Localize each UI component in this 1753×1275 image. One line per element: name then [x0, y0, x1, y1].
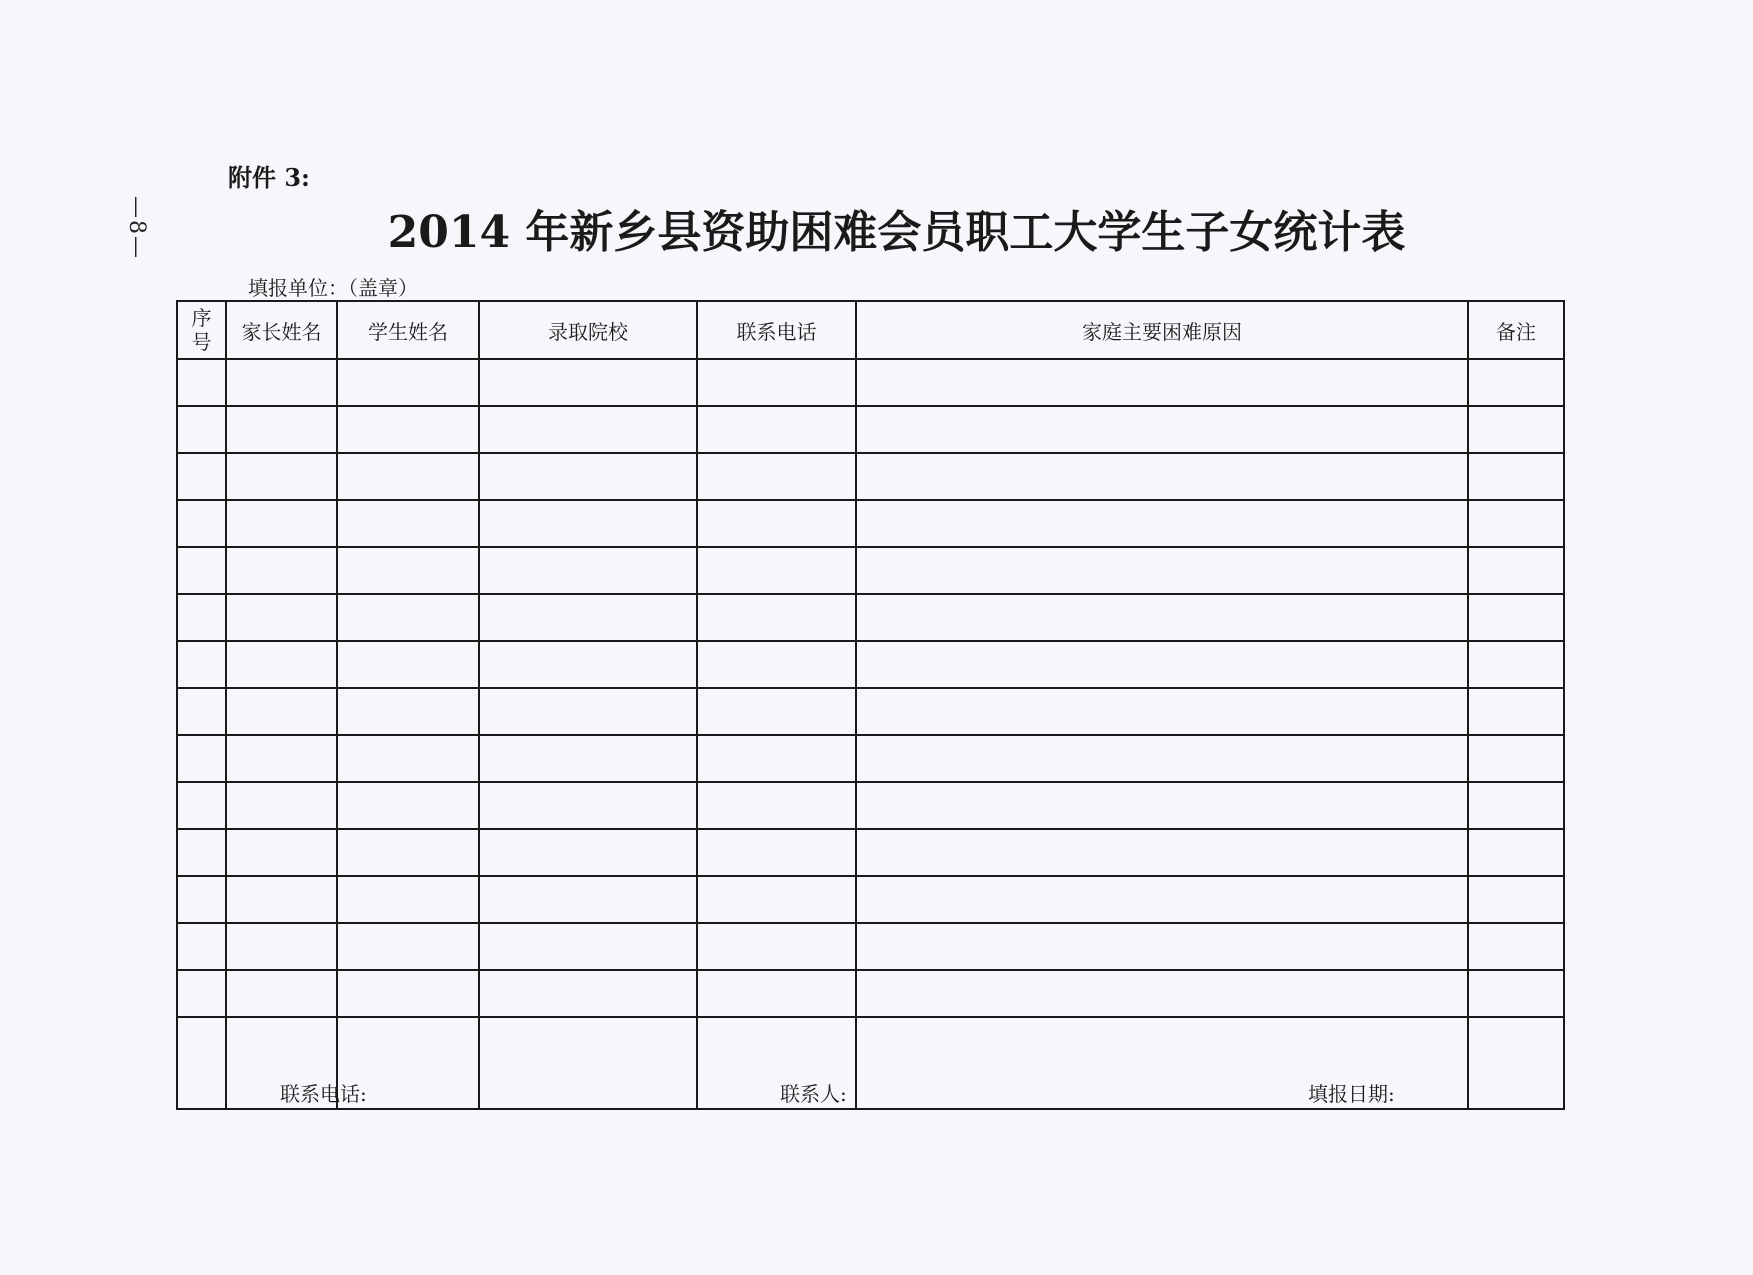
- cell-admitted-school[interactable]: [479, 594, 697, 641]
- cell-contact-phone[interactable]: [697, 500, 856, 547]
- table-row: [177, 829, 1564, 876]
- cell-parent-name[interactable]: [226, 547, 337, 594]
- cell-seq[interactable]: [177, 688, 226, 735]
- cell-student-name[interactable]: [337, 359, 479, 406]
- cell-parent-name[interactable]: [226, 500, 337, 547]
- cell-admitted-school[interactable]: [479, 406, 697, 453]
- table-row: [177, 688, 1564, 735]
- cell-remarks[interactable]: [1468, 688, 1564, 735]
- cell-parent-name[interactable]: [226, 970, 337, 1017]
- cell-parent-name[interactable]: [226, 641, 337, 688]
- cell-hardship-reason[interactable]: [856, 923, 1468, 970]
- cell-seq[interactable]: [177, 641, 226, 688]
- cell-admitted-school[interactable]: [479, 735, 697, 782]
- cell-hardship-reason[interactable]: [856, 594, 1468, 641]
- cell-admitted-school[interactable]: [479, 876, 697, 923]
- footer-contact-phone-label: 联系电话:: [280, 1082, 367, 1106]
- cell-hardship-reason[interactable]: [856, 547, 1468, 594]
- cell-parent-name[interactable]: [226, 923, 337, 970]
- table-row: [177, 453, 1564, 500]
- cell-hardship-reason[interactable]: [856, 453, 1468, 500]
- cell-parent-name[interactable]: [226, 735, 337, 782]
- cell-seq[interactable]: [177, 359, 226, 406]
- cell-hardship-reason[interactable]: [856, 876, 1468, 923]
- footer-fill-date-label: 填报日期:: [1308, 1082, 1395, 1106]
- header-seq: [177, 301, 226, 359]
- cell-contact-phone[interactable]: [697, 406, 856, 453]
- cell-parent-name[interactable]: [226, 782, 337, 829]
- cell-parent-name[interactable]: [226, 453, 337, 500]
- cell-admitted-school[interactable]: [479, 641, 697, 688]
- cell-student-name[interactable]: [337, 829, 479, 876]
- attachment-label: 附件 3:: [228, 163, 310, 192]
- cell-remarks[interactable]: [1468, 782, 1564, 829]
- cell-admitted-school[interactable]: [479, 1017, 697, 1109]
- cell-seq[interactable]: [177, 594, 226, 641]
- document-title: 2014 年新乡县资助困难会员职工大学生子女统计表: [387, 207, 1406, 258]
- cell-remarks[interactable]: [1468, 923, 1564, 970]
- cell-hardship-reason[interactable]: [856, 641, 1468, 688]
- cell-contact-phone[interactable]: [697, 641, 856, 688]
- cell-hardship-reason[interactable]: [856, 359, 1468, 406]
- cell-seq[interactable]: [177, 876, 226, 923]
- cell-hardship-reason[interactable]: [856, 500, 1468, 547]
- cell-parent-name[interactable]: [226, 594, 337, 641]
- cell-student-name[interactable]: [337, 735, 479, 782]
- cell-contact-phone[interactable]: [697, 547, 856, 594]
- cell-hardship-reason[interactable]: [856, 735, 1468, 782]
- table-row: [177, 735, 1564, 782]
- cell-parent-name[interactable]: [226, 876, 337, 923]
- cell-remarks[interactable]: [1468, 970, 1564, 1017]
- cell-hardship-reason[interactable]: [856, 829, 1468, 876]
- table-row: [177, 876, 1564, 923]
- cell-admitted-school[interactable]: [479, 829, 697, 876]
- cell-hardship-reason[interactable]: [856, 406, 1468, 453]
- header-seq-label: 序号: [191, 306, 212, 354]
- cell-admitted-school[interactable]: [479, 970, 697, 1017]
- cell-contact-phone[interactable]: [697, 688, 856, 735]
- cell-admitted-school[interactable]: [479, 782, 697, 829]
- cell-seq[interactable]: [177, 923, 226, 970]
- cell-seq[interactable]: [177, 500, 226, 547]
- cell-student-name[interactable]: [337, 782, 479, 829]
- table-row: [177, 923, 1564, 970]
- cell-remarks[interactable]: [1468, 453, 1564, 500]
- cell-student-name[interactable]: [337, 923, 479, 970]
- cell-remarks[interactable]: [1468, 500, 1564, 547]
- cell-seq[interactable]: [177, 735, 226, 782]
- table-row: [177, 406, 1564, 453]
- table-row: [177, 641, 1564, 688]
- cell-contact-phone[interactable]: [697, 359, 856, 406]
- header-admitted-school: 录取院校: [479, 301, 697, 359]
- cell-seq[interactable]: [177, 453, 226, 500]
- cell-hardship-reason[interactable]: [856, 970, 1468, 1017]
- cell-student-name[interactable]: [337, 453, 479, 500]
- cell-contact-phone[interactable]: [697, 970, 856, 1017]
- cell-student-name[interactable]: [337, 500, 479, 547]
- cell-contact-phone[interactable]: [697, 594, 856, 641]
- cell-student-name[interactable]: [337, 876, 479, 923]
- cell-remarks[interactable]: [1468, 829, 1564, 876]
- cell-seq[interactable]: [177, 970, 226, 1017]
- cell-admitted-school[interactable]: [479, 923, 697, 970]
- cell-seq[interactable]: [177, 1017, 226, 1109]
- cell-contact-phone[interactable]: [697, 453, 856, 500]
- cell-admitted-school[interactable]: [479, 500, 697, 547]
- cell-admitted-school[interactable]: [479, 359, 697, 406]
- cell-parent-name[interactable]: [226, 688, 337, 735]
- fill-unit-label: 填报单位：（盖章）: [248, 276, 418, 300]
- cell-student-name[interactable]: [337, 594, 479, 641]
- cell-seq[interactable]: [177, 547, 226, 594]
- table-body: [177, 359, 1564, 1109]
- cell-contact-phone[interactable]: [697, 735, 856, 782]
- cell-admitted-school[interactable]: [479, 453, 697, 500]
- header-contact-phone: 联系电话: [697, 301, 856, 359]
- cell-admitted-school[interactable]: [479, 547, 697, 594]
- cell-contact-phone[interactable]: [697, 829, 856, 876]
- cell-contact-phone[interactable]: [697, 782, 856, 829]
- header-remarks: 备注: [1468, 301, 1564, 359]
- cell-remarks[interactable]: [1468, 594, 1564, 641]
- cell-seq[interactable]: [177, 829, 226, 876]
- cell-remarks[interactable]: [1468, 876, 1564, 923]
- header-parent-name: 家长姓名: [226, 301, 337, 359]
- page-number-marker: —8—: [124, 196, 149, 260]
- cell-remarks[interactable]: [1468, 547, 1564, 594]
- table-header-row: [177, 301, 1564, 359]
- cell-parent-name[interactable]: [226, 406, 337, 453]
- cell-contact-phone[interactable]: [697, 923, 856, 970]
- header-student-name: 学生姓名: [337, 301, 479, 359]
- table-row: [177, 594, 1564, 641]
- cell-student-name[interactable]: [337, 406, 479, 453]
- cell-remarks[interactable]: [1468, 1017, 1564, 1109]
- cell-remarks[interactable]: [1468, 735, 1564, 782]
- cell-student-name[interactable]: [337, 688, 479, 735]
- cell-contact-phone[interactable]: [697, 876, 856, 923]
- table-row: [177, 359, 1564, 406]
- header-hardship-reason: 家庭主要困难原因: [856, 301, 1468, 359]
- cell-parent-name[interactable]: [226, 829, 337, 876]
- cell-student-name[interactable]: [337, 547, 479, 594]
- cell-remarks[interactable]: [1468, 359, 1564, 406]
- cell-student-name[interactable]: [337, 970, 479, 1017]
- cell-hardship-reason[interactable]: [856, 782, 1468, 829]
- cell-remarks[interactable]: [1468, 641, 1564, 688]
- cell-seq[interactable]: [177, 406, 226, 453]
- table-row: [177, 970, 1564, 1017]
- table-row: [177, 547, 1564, 594]
- cell-student-name[interactable]: [337, 641, 479, 688]
- table-row: [177, 500, 1564, 547]
- cell-admitted-school[interactable]: [479, 688, 697, 735]
- cell-parent-name[interactable]: [226, 359, 337, 406]
- footer-contact-person-label: 联系人:: [780, 1082, 847, 1106]
- cell-seq[interactable]: [177, 782, 226, 829]
- statistics-table: [176, 300, 1565, 1110]
- cell-remarks[interactable]: [1468, 406, 1564, 453]
- cell-hardship-reason[interactable]: [856, 688, 1468, 735]
- table-row: [177, 782, 1564, 829]
